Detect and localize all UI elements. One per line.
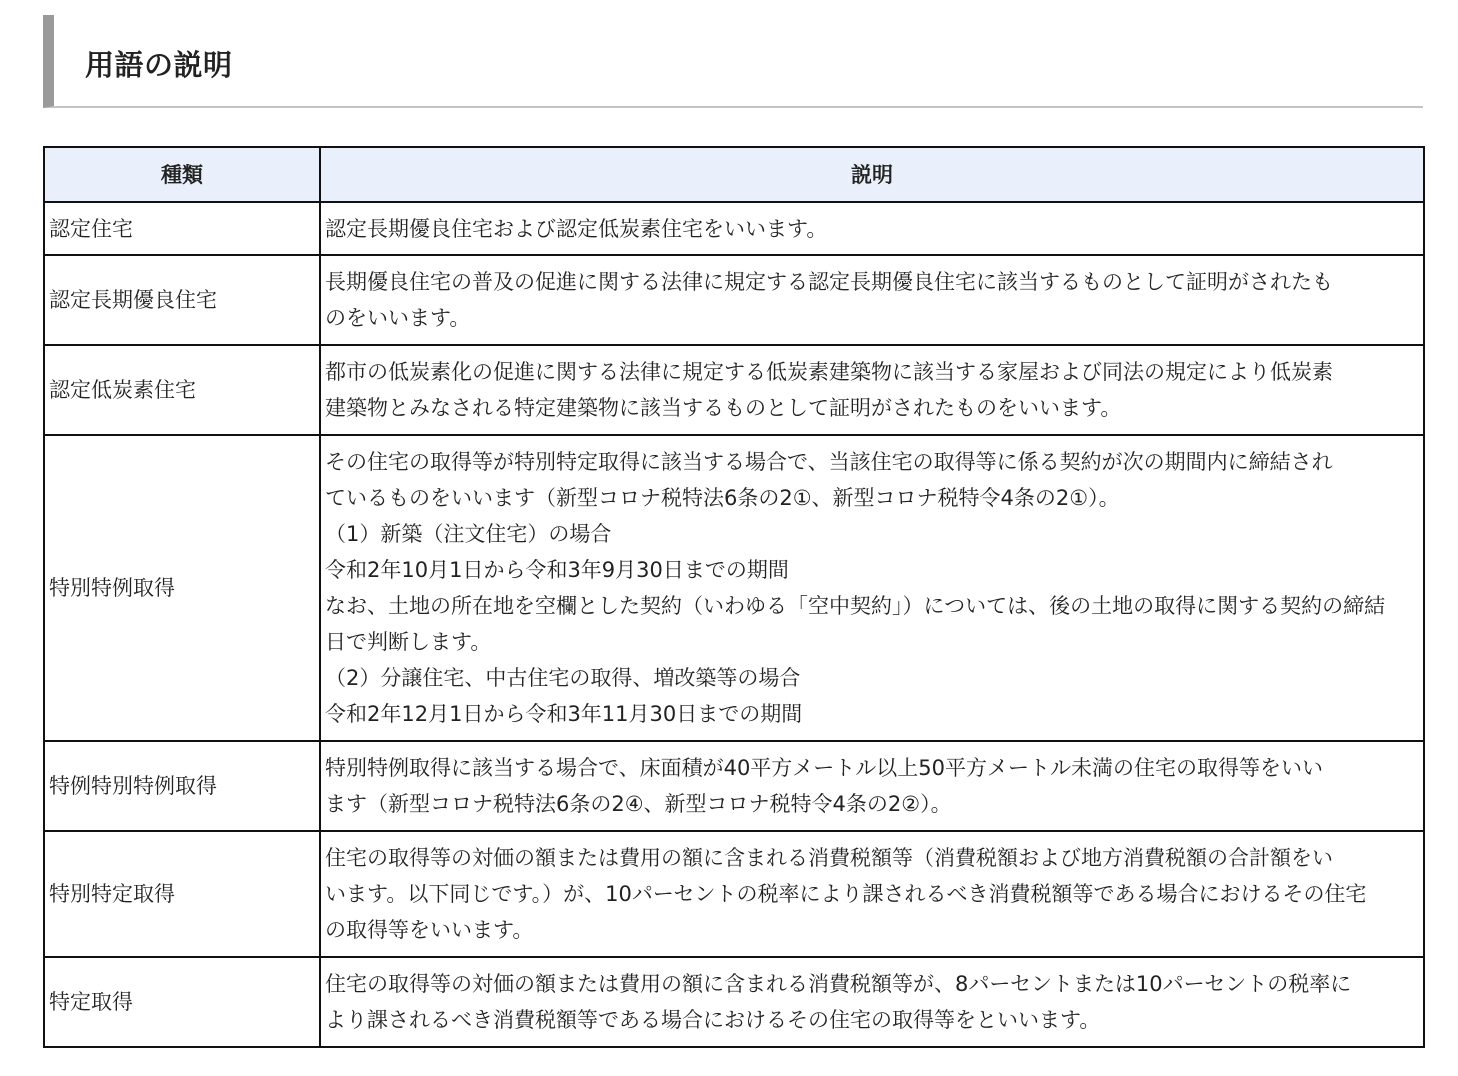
description-line: のをいいます。 (325, 306, 471, 330)
description-line: 住宅の取得等の対価の額または費用の額に含まれる消費税額等（消費税額および地方消費税額の合計額をい (325, 846, 1333, 870)
table-header-row (44, 147, 1424, 202)
term-cell: 特定取得 (44, 957, 320, 1047)
section-heading (43, 15, 1423, 108)
description-cell (320, 741, 1424, 831)
description-line: 住宅の取得等の対価の額または費用の額に含まれる消費税額等が、8パーセントまたは10パーセントの税率に (325, 972, 1352, 996)
description-line: います。以下同じです。）が、10パーセントの税率により課されるべき消費税額等である場合におけるその住宅 (325, 882, 1367, 906)
term-cell: 特別特定取得 (44, 831, 320, 957)
column-header-description: 説明 (320, 147, 1424, 202)
description-line: の取得等をいいます。 (325, 918, 534, 942)
term-cell: 特別特例取得 (44, 435, 320, 741)
description-cell (320, 831, 1424, 957)
description-line: （1）新築（注文住宅）の場合 (325, 522, 612, 546)
table-row (44, 202, 1424, 255)
description-line: その住宅の取得等が特別特定取得に該当する場合で、当該住宅の取得等に係る契約が次の期間内に締結され (325, 450, 1333, 474)
description-line: 都市の低炭素化の促進に関する法律に規定する低炭素建築物に該当する家屋および同法の規定により低炭素 (325, 360, 1333, 384)
description-cell (320, 435, 1424, 741)
description-line: なお、土地の所在地を空欄とした契約（いわゆる「空中契約」）については、後の土地の取得に関する契約の締結 (325, 594, 1386, 618)
column-header-type: 種類 (44, 147, 320, 202)
description-line: 令和2年12月1日から令和3年11月30日までの期間 (325, 702, 803, 726)
table-row (44, 435, 1424, 741)
term-cell: 特例特別特例取得 (44, 741, 320, 831)
table-row (44, 831, 1424, 957)
description-line: より課されるべき消費税額等である場合におけるその住宅の取得等をといいます。 (325, 1008, 1101, 1032)
description-line: 長期優良住宅の普及の促進に関する法律に規定する認定長期優良住宅に該当するものとして証明がされたも (325, 270, 1333, 294)
description-line: ます（新型コロナ税特法6条の2④、新型コロナ税特令4条の2②）。 (325, 792, 952, 816)
description-line: 特別特例取得に該当する場合で、床面積が40平方メートル以上50平方メートル未満の住宅の取得等をいい (325, 756, 1324, 780)
description-line: 認定長期優良住宅および認定低炭素住宅をいいます。 (325, 216, 828, 241)
terms-table (43, 146, 1425, 1048)
table-row (44, 957, 1424, 1047)
table-row (44, 255, 1424, 345)
section-title: 用語の説明 (85, 48, 233, 82)
term-cell: 認定長期優良住宅 (44, 255, 320, 345)
description-line: 令和2年10月1日から令和3年9月30日までの期間 (325, 558, 789, 582)
description-cell (320, 255, 1424, 345)
description-line: ているものをいいます（新型コロナ税特法6条の2①、新型コロナ税特令4条の2①）。 (325, 486, 1120, 510)
description-cell (320, 202, 1424, 255)
description-line: 建築物とみなされる特定建築物に該当するものとして証明がされたものをいいます。 (325, 396, 1122, 420)
description-cell (320, 345, 1424, 435)
description-line: 日で判断します。 (325, 630, 492, 654)
term-cell: 認定住宅 (44, 202, 320, 255)
term-cell: 認定低炭素住宅 (44, 345, 320, 435)
description-cell (320, 957, 1424, 1047)
table-row (44, 345, 1424, 435)
table-row (44, 741, 1424, 831)
description-line: （2）分譲住宅、中古住宅の取得、増改築等の場合 (325, 666, 801, 690)
